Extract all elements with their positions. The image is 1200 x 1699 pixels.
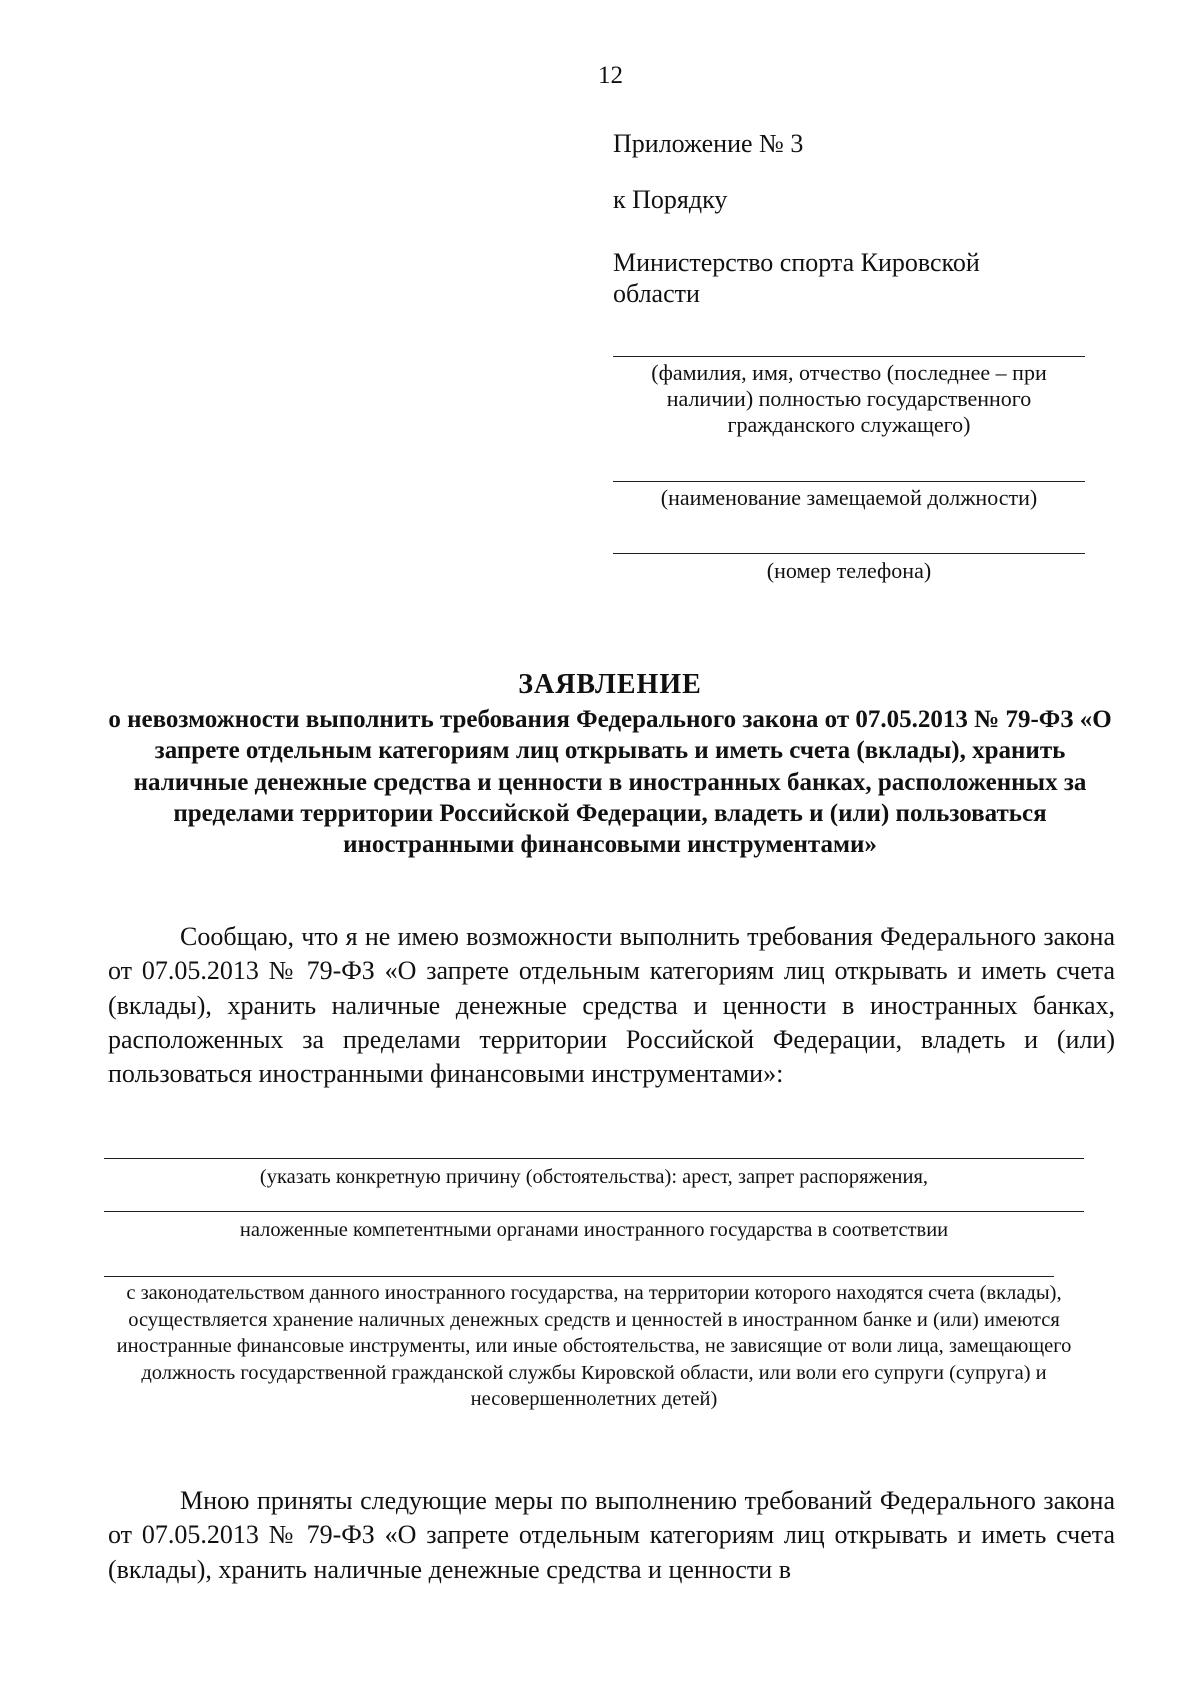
reason-caption-2: наложенные компетентными органами иностранного государства в соответствии [239, 1218, 949, 1241]
document-title [90, 668, 1130, 860]
reason-fill-line-1 [104, 1158, 1084, 1159]
page-number: 12 [598, 62, 623, 89]
appendix-label: Приложение № 3 [613, 129, 804, 158]
title-subtitle: о невозможности выполнить требования Федерального закона от 07.05.2013 № 79-ФЗ «О запрете отдельным категориям лиц открывать и иметь счета (вклады), хранить наличные денежные средства и ценности в иностранных банках, расположенных за пределами территории Российской Федерации, владеть и (или) пользоваться иностранными финансовыми инструментами» [108, 706, 1112, 859]
title-heading: ЗАЯВЛЕНИЕ [518, 669, 702, 700]
statement-paragraph: Сообщаю, что я не имею возможности выполнить требования Федерального закона от 07.05.2013 № 79-ФЗ «О запрете отдельным категориям лиц открывать и иметь счета (вклады), хранить наличные денежные средства и ценности в иностранных банках, расположенных за пределами территории Российской Федерации, владеть и (или) пользоваться иностранными финансовыми инструментами»: [108, 922, 1115, 1089]
name-fill-line [613, 356, 1085, 357]
addressee-block [613, 128, 1085, 584]
reason-fill-line-3 [104, 1276, 1054, 1277]
reason-block [104, 1158, 1084, 1413]
ministry-name: Министерство спорта Кировской [613, 248, 980, 277]
reason-caption-1: (указать конкретную причину (обстоятельства): арест, запрет распоряжения, [259, 1166, 929, 1188]
position-fill-line [613, 481, 1085, 482]
name-caption: (фамилия, имя, отчество (последнее – при наличии) полностью государственного гражданского служащего) [651, 360, 1047, 437]
reason-fill-line-2 [104, 1211, 1084, 1212]
phone-caption: (номер телефона) [766, 558, 932, 583]
phone-fill-line [613, 553, 1085, 554]
order-label: к Порядку [613, 185, 728, 214]
position-caption: (наименование замещаемой должности) [660, 485, 1038, 510]
reason-caption-3: с законодательством данного иностранного государства, на территории которого находятся счета (вклады), осуществляется хранение наличных денежных средств и ценностей в иностранном банке и (или) имеются иностранные финансовые инструменты, или иные обстоятельства, не зависящие от воли лица, замещающего должность государственной гражданской службы Кировской области, или воли его супруги (супруга) и несовершеннолетних детей) [116, 1282, 1072, 1410]
ministry-name-cont: области [613, 279, 700, 308]
measures-paragraph: Мною приняты следующие меры по выполнению требований Федерального закона от 07.05.2013 № 79-ФЗ «О запрете отдельным категориям лиц открывать и иметь счета (вклады), хранить наличные денежные средства и ценности в [108, 1486, 1115, 1584]
